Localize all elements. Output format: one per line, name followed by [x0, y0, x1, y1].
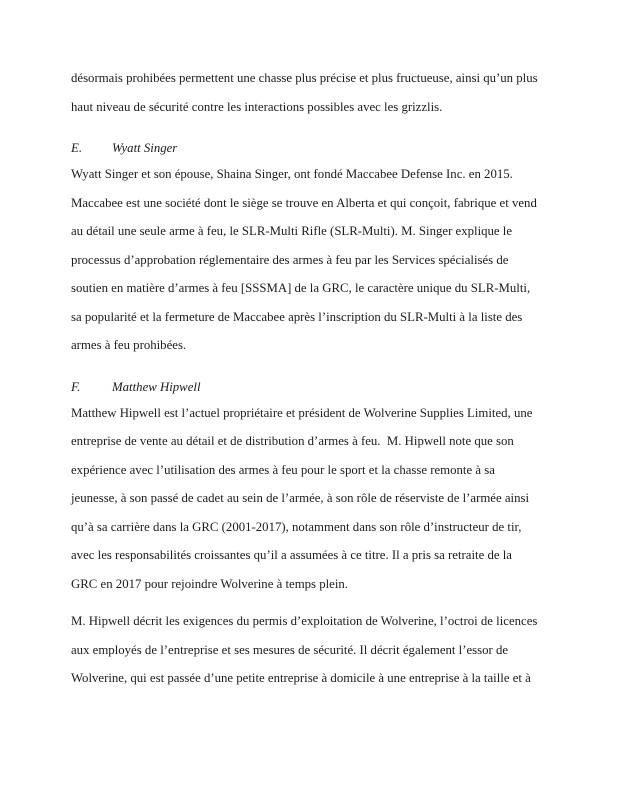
- text-line: M. Hipwell décrit les exigences du permis d’exploitation de Wolverine, l’octroi de licences: [71, 614, 538, 628]
- paragraph-wyatt-singer: [71, 160, 571, 360]
- paragraph-grizzlis: [71, 64, 571, 121]
- text-line: avec les responsabilités croissantes qu’il a assumées à ce titre. Il a pris sa retraite de la: [71, 548, 512, 562]
- section-heading-f: [71, 375, 571, 399]
- text-line: processus d’approbation réglementaire des armes à feu par les Services spécialisés de: [71, 252, 509, 267]
- text-line: au détail une seule arme à feu, le SLR-Multi Rifle (SLR-Multi). M. Singer explique le: [71, 224, 513, 238]
- text-line: aux employés de l’entreprise et ses mesures de sécurité. Il décrit également l’essor de: [71, 642, 509, 657]
- text-line: haut niveau de sécurité contre les interactions possibles avec les grizzlis.: [71, 99, 443, 114]
- text-line: soutien en matière d’armes à feu [SSSMA] de la GRC, le caractère unique du SLR-Multi,: [71, 281, 531, 295]
- text-line: qu’à sa carrière dans la GRC (2001-2017), notamment dans son rôle d’instructeur de tir,: [71, 519, 522, 534]
- section-title: Matthew Hipwell: [112, 379, 201, 394]
- text-line: entreprise de vente au détail et de distribution d’armes à feu. M. Hipwell note que son: [71, 434, 514, 448]
- text-line: expérience avec l’utilisation des armes à feu pour le sport et la chasse remonte à sa: [71, 462, 495, 477]
- text-line: armes à feu prohibées.: [71, 338, 187, 352]
- paragraph-wolverine-licences: [71, 607, 571, 693]
- text-line: Maccabee est une société dont le siège se trouve en Alberta et qui conçoit, fabrique et vend: [71, 195, 537, 210]
- section-letter: E.: [71, 141, 83, 155]
- text-line: GRC en 2017 pour rejoindre Wolverine à temps plein.: [71, 576, 349, 591]
- text-line: Wolverine, qui est passée d’une petite entreprise à domicile à une entreprise à la taille et à: [71, 671, 531, 685]
- text-line: Wyatt Singer et son épouse, Shaina Singer, ont fondé Maccabee Defense Inc. en 2015.: [71, 167, 513, 181]
- text-line: sa popularité et la fermeture de Maccabee après l’inscription du SLR-Multi à la liste des: [71, 309, 523, 324]
- text-line: désormais prohibées permettent une chasse plus précise et plus fructueuse, ainsi qu’un plus: [71, 71, 538, 85]
- text-line: Matthew Hipwell est l’actuel propriétaire et président de Wolverine Supplies Limited, une: [71, 405, 533, 420]
- paragraph-matthew-hipwell: [71, 399, 571, 599]
- text-line: jeunesse, à son passé de cadet au sein de l’armée, à son rôle de réserviste de l’armée ainsi: [71, 491, 530, 505]
- section-heading-e: [71, 136, 571, 160]
- section-title: Wyatt Singer: [112, 141, 178, 155]
- section-letter: F.: [71, 379, 81, 394]
- document-content: [71, 64, 571, 693]
